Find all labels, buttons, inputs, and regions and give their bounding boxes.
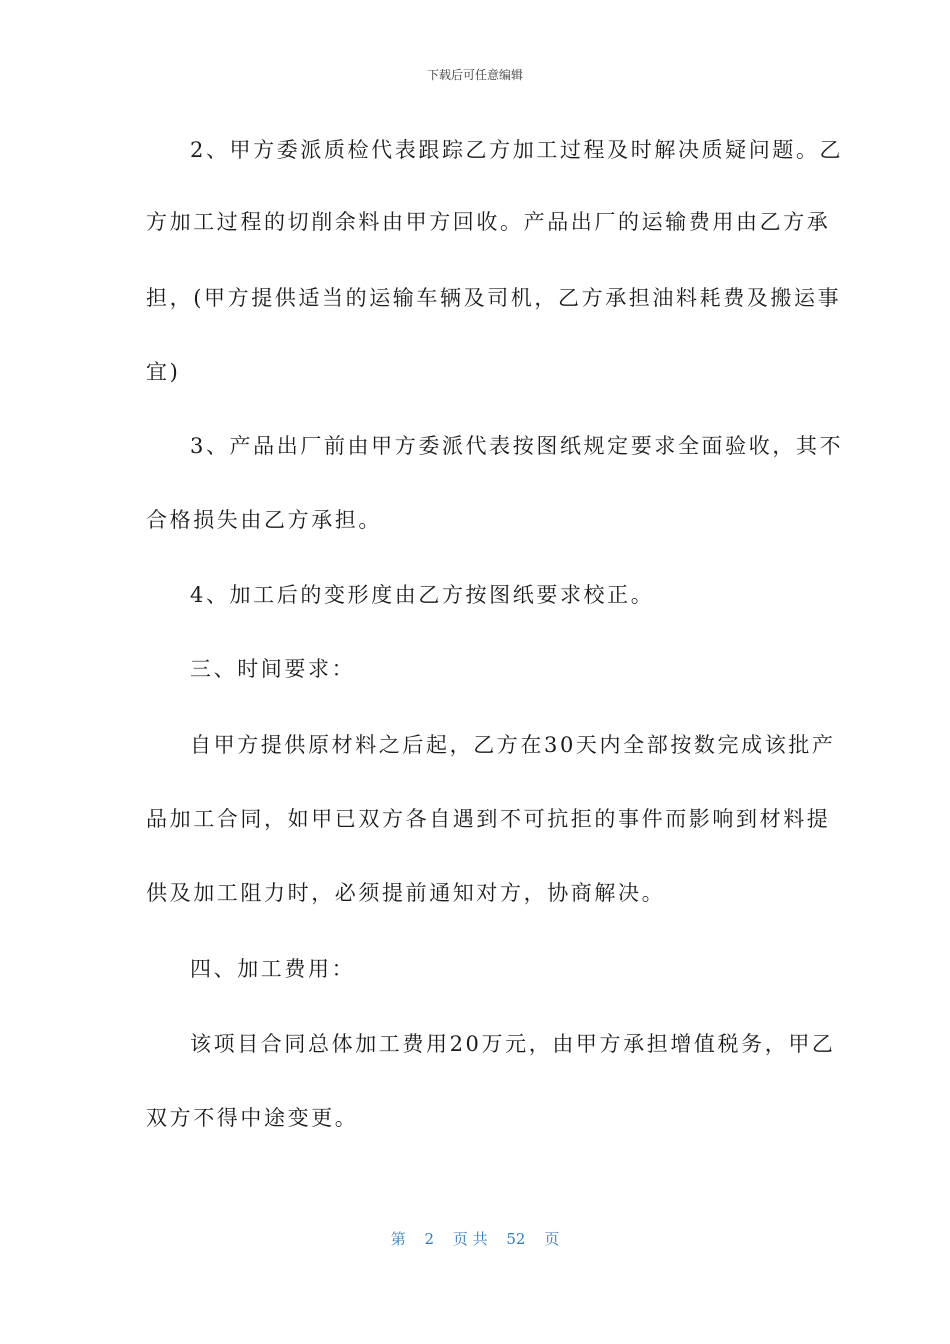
footer-prefix: 第 — [390, 1230, 406, 1248]
paragraph-1-line-3: 担，(甲方提供适当的运输车辆及司机，乙方承担油料耗费及搬运事 — [146, 286, 842, 310]
paragraph-2-line-2: 合格损失由乙方承担。 — [146, 508, 382, 532]
footer-page-number: 2 — [424, 1230, 435, 1248]
paragraph-1-line-2: 方加工过程的切削余料由甲方回收。产品出厂的运输费用由乙方承 — [146, 210, 831, 234]
section-heading-fees: 四、加工费用： — [190, 957, 356, 981]
section-heading-time: 三、时间要求： — [190, 657, 356, 681]
paragraph-2-line-1: 3、产品出厂前由甲方委派代表按图纸规定要求全面验收，其不 — [190, 434, 844, 458]
footer-middle: 页 共 — [452, 1230, 488, 1248]
paragraph-3-line-1: 4、加工后的变形度由乙方按图纸要求校正。 — [190, 583, 655, 607]
paragraph-1-line-4: 宜) — [146, 360, 181, 384]
paragraph-5-line-2: 品加工合同，如甲已双方各自遇到不可抗拒的事件而影响到材料提 — [146, 807, 831, 831]
footer-suffix: 页 — [544, 1230, 560, 1248]
paragraph-7-line-2: 双方不得中途变更。 — [146, 1106, 359, 1130]
paragraph-7-line-1: 该项目合同总体加工费用20万元，由甲方承担增值税务，甲乙 — [190, 1032, 836, 1056]
paragraph-5-line-3: 供及加工阻力时，必须提前通知对方，协商解决。 — [146, 881, 666, 905]
page-footer — [0, 1229, 950, 1249]
paragraph-1-line-1: 2、甲方委派质检代表跟踪乙方加工过程及时解决质疑问题。乙 — [190, 138, 844, 162]
page-header: 下载后可任意编辑 — [426, 68, 523, 82]
footer-total-pages: 52 — [506, 1230, 526, 1248]
paragraph-5-line-1: 自甲方提供原材料之后起，乙方在30天内全部按数完成该批产 — [190, 733, 836, 757]
